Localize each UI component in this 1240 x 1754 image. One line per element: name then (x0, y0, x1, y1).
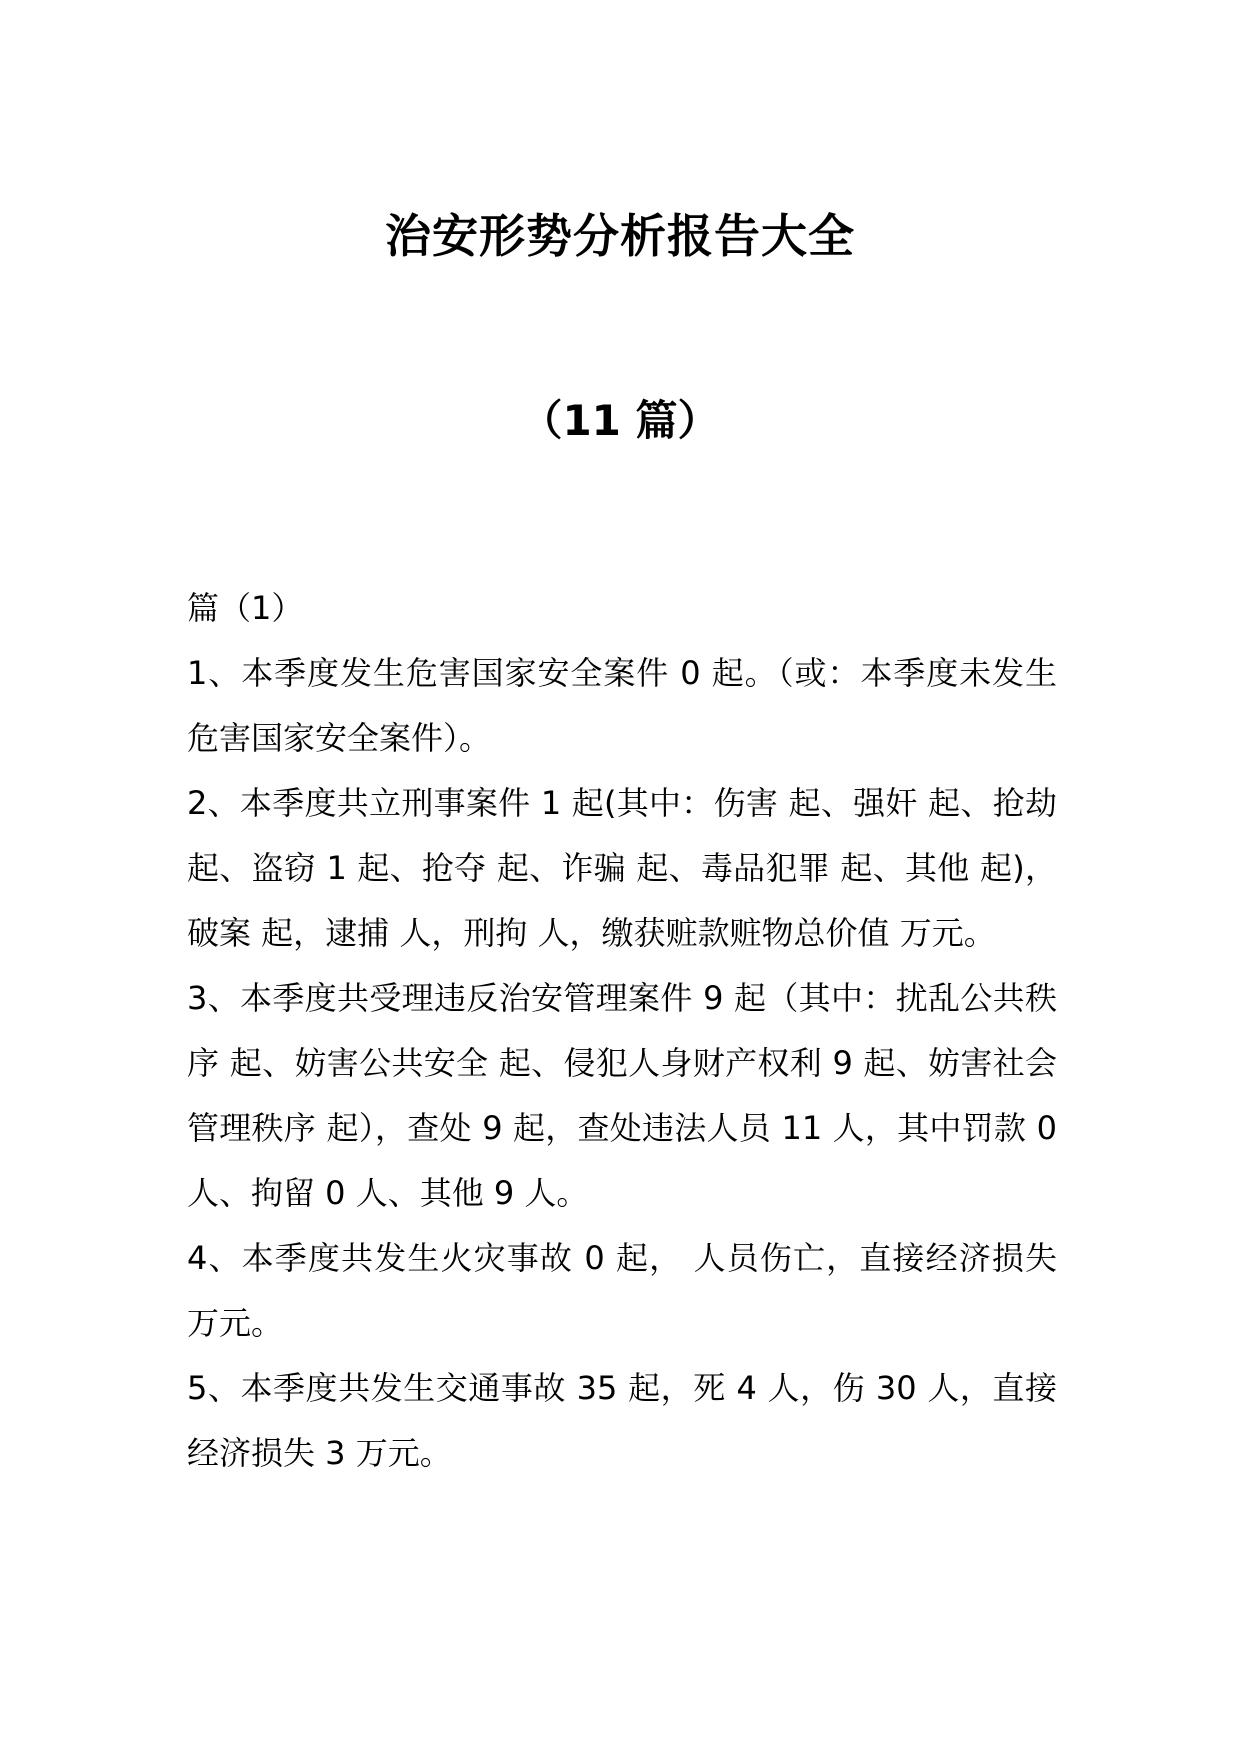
document-body (187, 576, 1057, 1486)
paragraph-4: 4、本季度共发生火灾事故 0 起， 人员伤亡，直接经济损失 万元。 (187, 1239, 1057, 1342)
paragraph-1: 1、本季度发生危害国家安全案件 0 起。（或：本季度未发生危害国家安全案件）。 (187, 654, 1057, 757)
paragraph-2: 2、本季度共立刑事案件 1 起(其中：伤害 起、强奸 起、抢劫 起、盗窃 1 起、抢夺 起、诈骗 起、毒品犯罪 起、其他 起)，破案 起，逮捕 人，刑拘 人，缴获赃款赃物总价值 万元。 (187, 784, 1057, 952)
document-subtitle: （11 篇） (520, 396, 720, 445)
paragraph-3: 3、本季度共受理违反治安管理案件 9 起（其中：扰乱公共秩序 起、妨害公共安全 起、侵犯人身财产权利 9 起、妨害社会管理秩序 起），查处 9 起，查处违法人员 11 人，其中罚款 0 人、拘留 0 人、其他 9 人。 (187, 979, 1057, 1212)
section-heading: 篇（1） (187, 589, 304, 627)
paragraph-5: 5、本季度共发生交通事故 35 起，死 4 人，伤 30 人，直接经济损失 3 万元。 (187, 1369, 1057, 1472)
document-title: 治安形势分析报告大全 (385, 209, 855, 263)
